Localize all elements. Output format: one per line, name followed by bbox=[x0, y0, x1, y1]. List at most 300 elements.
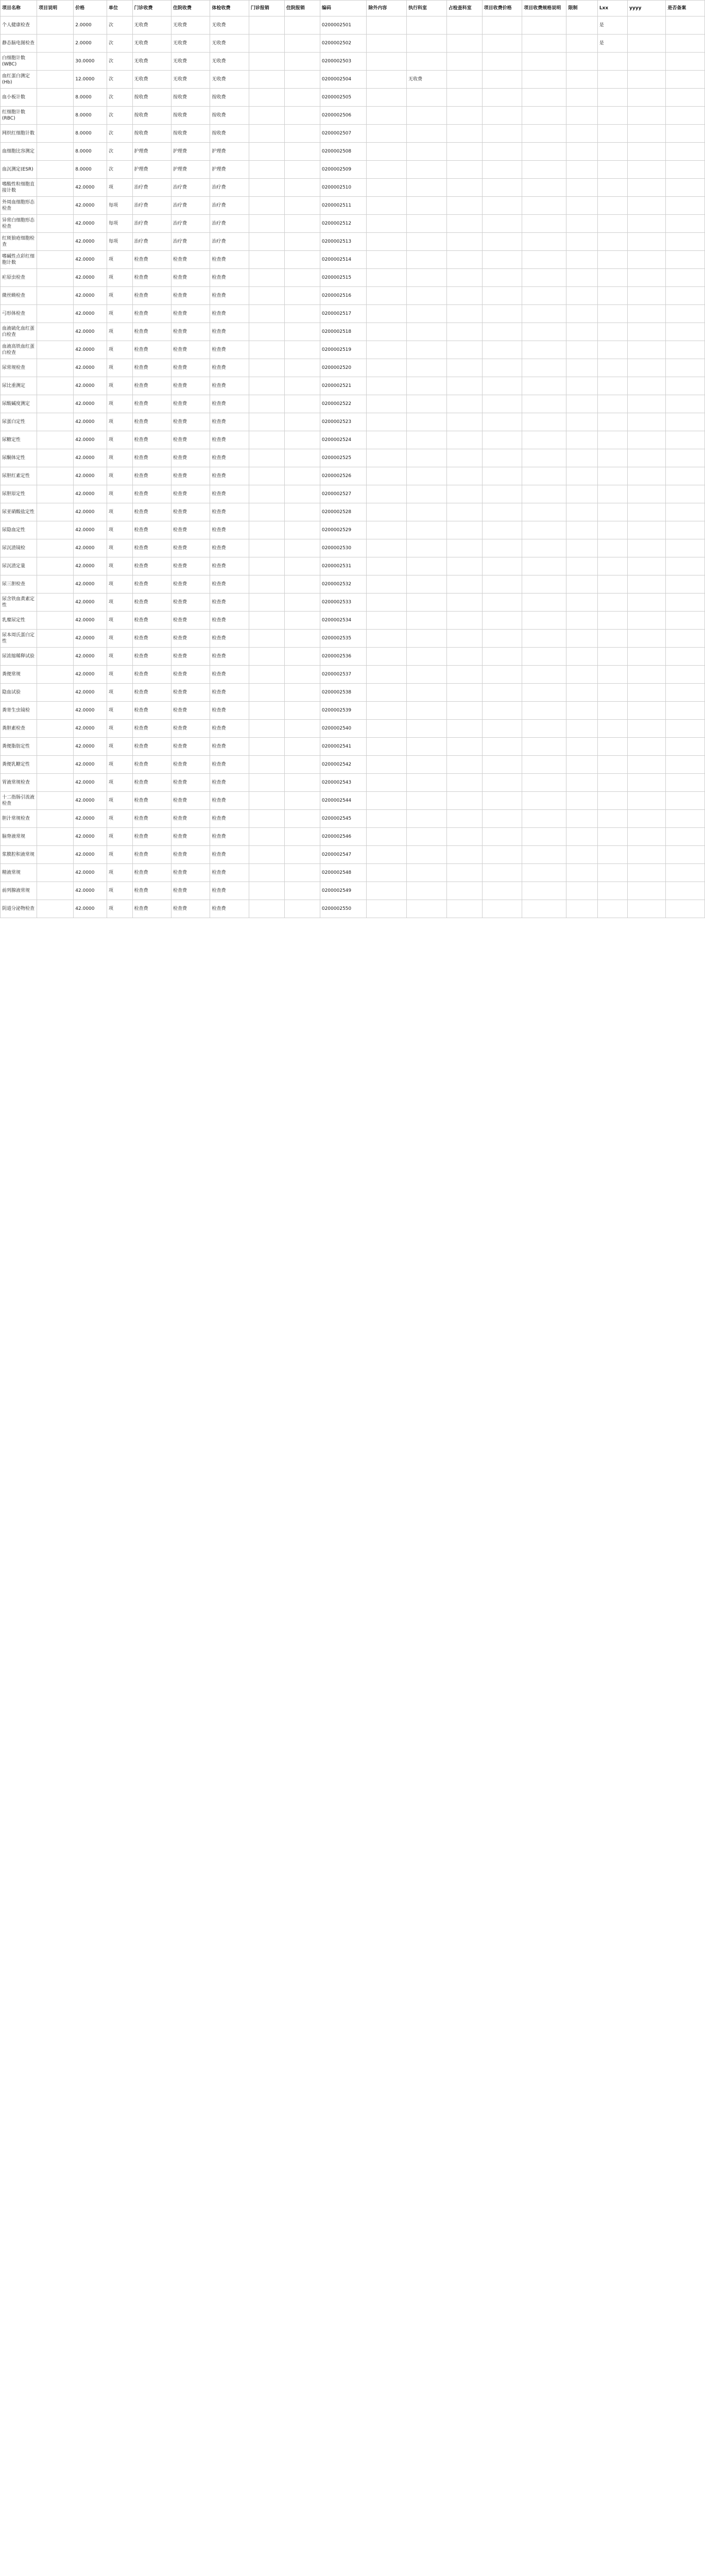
table-cell bbox=[522, 846, 566, 864]
table-cell bbox=[597, 449, 627, 467]
table-cell bbox=[37, 53, 74, 71]
table-cell: 0200002539 bbox=[320, 702, 367, 720]
table-cell: 尿糖定性 bbox=[1, 431, 37, 449]
table-cell bbox=[284, 594, 320, 612]
table-cell bbox=[597, 612, 627, 630]
table-row bbox=[1, 774, 705, 792]
table-cell bbox=[522, 756, 566, 774]
table-cell bbox=[446, 810, 482, 828]
table-cell: 检查费 bbox=[132, 503, 171, 521]
table-cell bbox=[37, 107, 74, 125]
table-cell bbox=[37, 143, 74, 161]
table-cell bbox=[446, 305, 482, 323]
table-cell bbox=[628, 720, 666, 738]
table-cell bbox=[566, 413, 597, 431]
table-cell bbox=[482, 521, 522, 539]
table-cell bbox=[367, 756, 407, 774]
table-cell: 30.0000 bbox=[74, 53, 107, 71]
table-cell: 检查费 bbox=[171, 594, 210, 612]
table-cell bbox=[446, 467, 482, 485]
table-cell: 检查费 bbox=[171, 792, 210, 810]
table-cell bbox=[284, 702, 320, 720]
table-cell: 42.0000 bbox=[74, 359, 107, 377]
table-cell bbox=[522, 251, 566, 269]
table-cell: 脑脊液常规 bbox=[1, 828, 37, 846]
table-cell bbox=[566, 702, 597, 720]
table-cell: 0200002507 bbox=[320, 125, 367, 143]
table-cell bbox=[249, 431, 284, 449]
table-row bbox=[1, 810, 705, 828]
table-cell bbox=[522, 53, 566, 71]
table-cell bbox=[482, 449, 522, 467]
table-cell bbox=[37, 125, 74, 143]
table-cell bbox=[597, 882, 627, 900]
table-cell bbox=[597, 431, 627, 449]
table-cell bbox=[284, 395, 320, 413]
table-cell bbox=[284, 756, 320, 774]
table-cell bbox=[482, 467, 522, 485]
table-cell bbox=[628, 215, 666, 233]
table-cell bbox=[566, 16, 597, 35]
table-cell: 护理费 bbox=[210, 161, 249, 179]
table-cell bbox=[249, 738, 284, 756]
table-cell bbox=[566, 503, 597, 521]
table-cell: 42.0000 bbox=[74, 594, 107, 612]
table-cell bbox=[284, 89, 320, 107]
table-cell: 尿酸碱度测定 bbox=[1, 395, 37, 413]
table-cell: 治疗费 bbox=[132, 179, 171, 197]
table-cell bbox=[597, 575, 627, 594]
table-row bbox=[1, 161, 705, 179]
table-cell bbox=[597, 864, 627, 882]
table-cell bbox=[666, 305, 705, 323]
table-cell bbox=[37, 720, 74, 738]
table-cell: 0200002516 bbox=[320, 287, 367, 305]
table-cell bbox=[407, 449, 447, 467]
table-cell bbox=[249, 341, 284, 359]
table-cell bbox=[284, 684, 320, 702]
table-cell: 胆汁常规检查 bbox=[1, 810, 37, 828]
table-cell bbox=[666, 431, 705, 449]
table-cell bbox=[367, 612, 407, 630]
table-cell bbox=[37, 756, 74, 774]
table-row bbox=[1, 71, 705, 89]
table-cell bbox=[597, 521, 627, 539]
table-cell bbox=[249, 521, 284, 539]
table-cell bbox=[482, 702, 522, 720]
table-cell bbox=[37, 521, 74, 539]
table-row bbox=[1, 630, 705, 648]
table-cell bbox=[407, 395, 447, 413]
table-cell: 项 bbox=[107, 900, 132, 918]
table-cell: 无收费 bbox=[210, 16, 249, 35]
table-cell: 按收费 bbox=[132, 125, 171, 143]
table-cell: 检查费 bbox=[171, 269, 210, 287]
table-cell bbox=[666, 792, 705, 810]
table-cell: 检查费 bbox=[132, 810, 171, 828]
table-cell: 次 bbox=[107, 161, 132, 179]
table-cell: 检查费 bbox=[210, 359, 249, 377]
table-cell bbox=[666, 179, 705, 197]
table-row bbox=[1, 89, 705, 107]
table-cell: 每项 bbox=[107, 215, 132, 233]
table-cell bbox=[284, 35, 320, 53]
table-cell: 次 bbox=[107, 125, 132, 143]
table-cell bbox=[284, 197, 320, 215]
table-cell bbox=[37, 612, 74, 630]
table-cell bbox=[446, 738, 482, 756]
table-cell bbox=[367, 323, 407, 341]
table-cell bbox=[482, 233, 522, 251]
table-cell: 0200002515 bbox=[320, 269, 367, 287]
table-cell bbox=[628, 630, 666, 648]
table-cell: 42.0000 bbox=[74, 738, 107, 756]
table-cell bbox=[482, 179, 522, 197]
table-cell bbox=[446, 756, 482, 774]
table-cell bbox=[249, 305, 284, 323]
table-cell bbox=[249, 774, 284, 792]
table-cell bbox=[284, 630, 320, 648]
table-cell: 项 bbox=[107, 341, 132, 359]
table-cell: 检查费 bbox=[132, 864, 171, 882]
table-cell: 尿含铁血黄素定性 bbox=[1, 594, 37, 612]
table-cell bbox=[628, 323, 666, 341]
table-cell bbox=[407, 557, 447, 575]
table-cell: 0200002523 bbox=[320, 413, 367, 431]
table-cell: 血沉测定(ESR) bbox=[1, 161, 37, 179]
table-cell: 检查费 bbox=[171, 684, 210, 702]
table-cell: 检查费 bbox=[132, 648, 171, 666]
table-cell bbox=[284, 71, 320, 89]
table-cell bbox=[666, 594, 705, 612]
table-cell bbox=[407, 233, 447, 251]
table-cell: 检查费 bbox=[132, 684, 171, 702]
table-row bbox=[1, 702, 705, 720]
table-cell: 项 bbox=[107, 648, 132, 666]
table-cell bbox=[522, 269, 566, 287]
table-cell bbox=[566, 828, 597, 846]
table-cell bbox=[284, 648, 320, 666]
table-cell: 检查费 bbox=[171, 341, 210, 359]
table-cell bbox=[628, 197, 666, 215]
table-cell: 0200002548 bbox=[320, 864, 367, 882]
table-cell bbox=[367, 630, 407, 648]
table-cell: 检查费 bbox=[210, 738, 249, 756]
table-cell bbox=[522, 630, 566, 648]
table-cell bbox=[37, 666, 74, 684]
spreadsheet bbox=[0, 0, 705, 918]
table-cell: 检查费 bbox=[171, 648, 210, 666]
table-cell: 0200002532 bbox=[320, 575, 367, 594]
table-cell bbox=[249, 377, 284, 395]
table-cell: 项 bbox=[107, 684, 132, 702]
table-cell bbox=[482, 125, 522, 143]
table-cell bbox=[367, 395, 407, 413]
table-cell: 护理费 bbox=[132, 161, 171, 179]
table-cell: 是 bbox=[597, 16, 627, 35]
table-cell: 8.0000 bbox=[74, 89, 107, 107]
table-cell bbox=[628, 269, 666, 287]
table-cell bbox=[597, 233, 627, 251]
table-cell bbox=[407, 323, 447, 341]
table-cell: 检查费 bbox=[210, 594, 249, 612]
table-cell: 无收费 bbox=[171, 71, 210, 89]
table-cell: 检查费 bbox=[171, 377, 210, 395]
table-cell bbox=[407, 738, 447, 756]
table-cell: 检查费 bbox=[210, 630, 249, 648]
table-cell bbox=[367, 539, 407, 557]
table-cell bbox=[446, 900, 482, 918]
table-cell bbox=[407, 251, 447, 269]
table-cell bbox=[597, 792, 627, 810]
table-cell bbox=[482, 575, 522, 594]
table-cell bbox=[284, 323, 320, 341]
table-cell bbox=[482, 630, 522, 648]
table-cell bbox=[407, 521, 447, 539]
table-cell bbox=[446, 359, 482, 377]
table-cell bbox=[37, 413, 74, 431]
table-row bbox=[1, 323, 705, 341]
table-cell bbox=[249, 251, 284, 269]
table-cell bbox=[37, 89, 74, 107]
table-cell: 检查费 bbox=[171, 485, 210, 503]
table-cell bbox=[367, 287, 407, 305]
table-cell: 检查费 bbox=[132, 359, 171, 377]
table-cell: 0200002508 bbox=[320, 143, 367, 161]
table-cell bbox=[597, 377, 627, 395]
table-cell: 项 bbox=[107, 287, 132, 305]
table-cell bbox=[446, 161, 482, 179]
table-cell bbox=[367, 684, 407, 702]
table-cell: 项 bbox=[107, 449, 132, 467]
table-cell: 检查费 bbox=[210, 341, 249, 359]
table-cell: 8.0000 bbox=[74, 161, 107, 179]
table-cell bbox=[367, 774, 407, 792]
table-cell: 42.0000 bbox=[74, 377, 107, 395]
table-cell bbox=[628, 882, 666, 900]
table-cell bbox=[666, 251, 705, 269]
table-cell bbox=[666, 35, 705, 53]
table-row bbox=[1, 684, 705, 702]
table-cell bbox=[482, 503, 522, 521]
table-cell bbox=[446, 431, 482, 449]
table-cell bbox=[628, 53, 666, 71]
table-cell: 尿沉渣镜检 bbox=[1, 539, 37, 557]
table-cell bbox=[566, 594, 597, 612]
table-cell bbox=[249, 197, 284, 215]
table-cell: 8.0000 bbox=[74, 125, 107, 143]
table-cell: 检查费 bbox=[210, 377, 249, 395]
table-cell bbox=[407, 305, 447, 323]
table-cell bbox=[284, 864, 320, 882]
table-cell bbox=[628, 828, 666, 846]
price-table bbox=[0, 0, 705, 918]
table-cell bbox=[482, 594, 522, 612]
table-row bbox=[1, 53, 705, 71]
table-cell: 0200002522 bbox=[320, 395, 367, 413]
table-cell: 检查费 bbox=[210, 810, 249, 828]
table-cell: 0200002543 bbox=[320, 774, 367, 792]
table-cell: 检查费 bbox=[210, 485, 249, 503]
table-cell bbox=[522, 666, 566, 684]
table-cell: 检查费 bbox=[171, 413, 210, 431]
table-cell bbox=[522, 179, 566, 197]
table-cell: 检查费 bbox=[132, 846, 171, 864]
table-cell: 项 bbox=[107, 666, 132, 684]
table-cell bbox=[446, 377, 482, 395]
table-cell: 12.0000 bbox=[74, 71, 107, 89]
table-cell: 次 bbox=[107, 35, 132, 53]
table-cell bbox=[37, 684, 74, 702]
table-cell bbox=[37, 792, 74, 810]
table-cell bbox=[284, 143, 320, 161]
table-cell: 次 bbox=[107, 89, 132, 107]
table-cell: 按收费 bbox=[210, 125, 249, 143]
table-cell: 检查费 bbox=[132, 792, 171, 810]
table-cell: 粪胆素检查 bbox=[1, 720, 37, 738]
table-cell: 项 bbox=[107, 467, 132, 485]
table-cell: 项 bbox=[107, 720, 132, 738]
table-cell: 项 bbox=[107, 485, 132, 503]
column-header: 价格 bbox=[74, 1, 107, 16]
table-cell: 检查费 bbox=[210, 557, 249, 575]
table-cell: 按收费 bbox=[171, 125, 210, 143]
table-cell: 次 bbox=[107, 53, 132, 71]
table-cell bbox=[628, 35, 666, 53]
table-cell bbox=[597, 720, 627, 738]
table-cell bbox=[666, 521, 705, 539]
table-cell bbox=[666, 648, 705, 666]
table-cell bbox=[446, 557, 482, 575]
table-cell bbox=[367, 251, 407, 269]
table-cell: 检查费 bbox=[171, 864, 210, 882]
table-cell bbox=[628, 684, 666, 702]
table-cell bbox=[367, 161, 407, 179]
table-cell bbox=[284, 251, 320, 269]
table-row bbox=[1, 395, 705, 413]
table-cell bbox=[249, 485, 284, 503]
table-cell bbox=[628, 467, 666, 485]
table-cell bbox=[37, 900, 74, 918]
table-cell bbox=[666, 864, 705, 882]
table-cell bbox=[522, 521, 566, 539]
column-header: yyyy bbox=[628, 1, 666, 16]
table-cell: 检查费 bbox=[132, 828, 171, 846]
table-cell bbox=[407, 143, 447, 161]
column-header: 限制 bbox=[566, 1, 597, 16]
table-cell bbox=[446, 521, 482, 539]
table-cell: 0200002534 bbox=[320, 612, 367, 630]
table-cell bbox=[407, 179, 447, 197]
table-cell bbox=[597, 161, 627, 179]
table-cell bbox=[284, 359, 320, 377]
table-cell bbox=[37, 810, 74, 828]
table-cell bbox=[482, 287, 522, 305]
table-row bbox=[1, 846, 705, 864]
table-cell bbox=[522, 612, 566, 630]
table-cell bbox=[522, 575, 566, 594]
table-cell bbox=[628, 377, 666, 395]
table-row bbox=[1, 485, 705, 503]
table-cell bbox=[37, 882, 74, 900]
table-cell bbox=[522, 197, 566, 215]
table-cell bbox=[597, 557, 627, 575]
table-cell: 尿隐血定性 bbox=[1, 521, 37, 539]
table-cell bbox=[37, 359, 74, 377]
table-cell bbox=[37, 846, 74, 864]
column-header: 执行科室 bbox=[407, 1, 447, 16]
table-row bbox=[1, 612, 705, 630]
table-cell: 项 bbox=[107, 612, 132, 630]
table-cell: 42.0000 bbox=[74, 323, 107, 341]
table-cell: 次 bbox=[107, 107, 132, 125]
table-cell: 按收费 bbox=[171, 89, 210, 107]
table-row bbox=[1, 269, 705, 287]
table-cell: 0200002503 bbox=[320, 53, 367, 71]
table-cell bbox=[566, 900, 597, 918]
table-cell bbox=[566, 882, 597, 900]
column-header: 门诊报销 bbox=[249, 1, 284, 16]
table-cell bbox=[628, 179, 666, 197]
table-cell bbox=[37, 828, 74, 846]
table-cell bbox=[249, 612, 284, 630]
table-cell bbox=[37, 539, 74, 557]
table-cell bbox=[666, 341, 705, 359]
table-cell bbox=[367, 666, 407, 684]
table-cell bbox=[37, 161, 74, 179]
table-cell bbox=[566, 485, 597, 503]
table-cell bbox=[482, 161, 522, 179]
table-cell bbox=[566, 684, 597, 702]
table-cell: 检查费 bbox=[210, 756, 249, 774]
table-cell: 42.0000 bbox=[74, 287, 107, 305]
table-cell bbox=[284, 431, 320, 449]
table-cell: 检查费 bbox=[171, 900, 210, 918]
table-cell: 尿胆红素定性 bbox=[1, 467, 37, 485]
table-cell bbox=[407, 648, 447, 666]
table-cell bbox=[482, 828, 522, 846]
table-cell: 尿比重测定 bbox=[1, 377, 37, 395]
table-cell bbox=[407, 720, 447, 738]
table-row bbox=[1, 557, 705, 575]
table-cell: 按收费 bbox=[210, 107, 249, 125]
column-header: 占检查科室 bbox=[446, 1, 482, 16]
table-cell: 0200002533 bbox=[320, 594, 367, 612]
table-cell: 检查费 bbox=[132, 395, 171, 413]
table-cell bbox=[249, 233, 284, 251]
table-cell bbox=[628, 648, 666, 666]
table-cell: 42.0000 bbox=[74, 900, 107, 918]
table-cell bbox=[37, 251, 74, 269]
table-cell bbox=[446, 485, 482, 503]
table-cell: 检查费 bbox=[171, 539, 210, 557]
table-cell bbox=[597, 53, 627, 71]
table-cell bbox=[407, 846, 447, 864]
column-header: 体检收费 bbox=[210, 1, 249, 16]
table-cell bbox=[446, 395, 482, 413]
table-cell bbox=[37, 485, 74, 503]
table-cell bbox=[284, 107, 320, 125]
table-cell bbox=[367, 882, 407, 900]
table-cell: 尿酮体定性 bbox=[1, 449, 37, 467]
table-cell: 血红蛋白测定(Hb) bbox=[1, 71, 37, 89]
table-cell bbox=[446, 179, 482, 197]
table-cell: 0200002525 bbox=[320, 449, 367, 467]
table-cell: 42.0000 bbox=[74, 828, 107, 846]
table-cell bbox=[666, 323, 705, 341]
table-cell bbox=[628, 738, 666, 756]
table-cell bbox=[37, 305, 74, 323]
